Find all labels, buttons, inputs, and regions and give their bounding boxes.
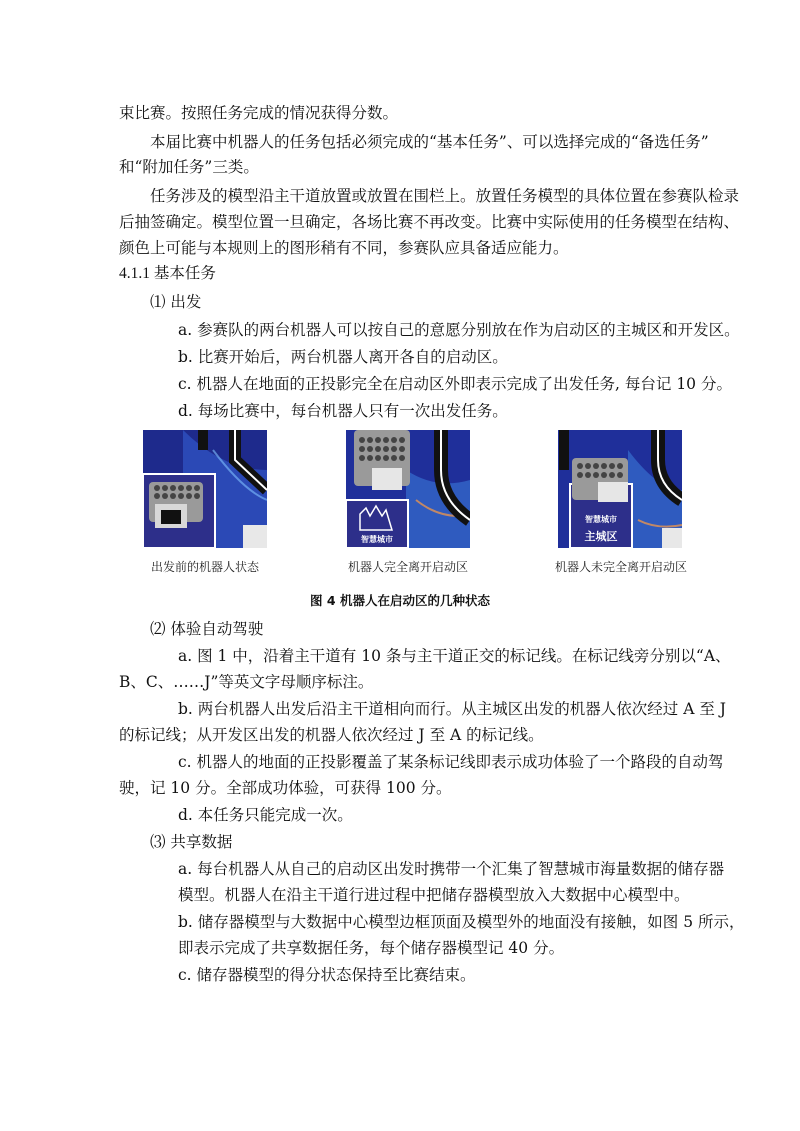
list-item: c. 机器人的地面的正投影覆盖了某条标记线即表示成功体验了一个路段的自动驾 [178,753,724,771]
paragraph-line: 任务涉及的模型沿主干道放置或放置在围栏上。放置任务模型的具体位置在参赛队检录 [150,187,740,205]
figure-caption: 机器人完全离开启动区 [347,560,468,574]
figure-robot-partially-left [558,430,682,548]
list-item: b. 比赛开始后，两台机器人离开各自的启动区。 [178,348,508,366]
svg-text:主城区: 主城区 [584,530,618,543]
list-item: B、C、……J”等英文字母顺序标注。 [119,673,374,691]
paragraph-line: 束比赛。按照任务完成的情况获得分数。 [119,104,399,122]
figure-robot-fully-left [346,430,470,548]
task-heading: ⑵ 体验自动驾驶 [150,620,264,638]
figure-robot-before-start [143,430,267,548]
list-item: b. 两台机器人出发后沿主干道相向而行。从主城区出发的机器人依次经过 A 至 J [178,700,726,718]
smart-city-sign-text: 智慧城市 [361,535,393,544]
list-item: b. 储存器模型与大数据中心模型边框顶面及模型外的地面没有接触，如图 5 所示， [178,913,745,931]
paragraph-line: 本届比赛中机器人的任务包括必须完成的“基本任务”、可以选择完成的“备选任务” [150,133,709,151]
section-heading: 4.1.1 基本任务 [119,265,216,282]
task-heading: ⑴ 出发 [150,293,202,311]
list-item: 模型。机器人在沿主干道行进过程中把储存器模型放入大数据中心模型中。 [178,886,690,904]
list-item: d. 本任务只能完成一次。 [178,806,353,824]
list-item: 的标记线；从开发区出发的机器人依次经过 J 至 A 的标记线。 [119,726,544,744]
svg-text:智慧城市: 智慧城市 [585,515,617,524]
figure-title: 图 4 机器人在启动区的几种状态 [310,593,490,608]
list-item: a. 参赛队的两台机器人可以按自己的意愿分别放在作为启动区的主城区和开发区。 [178,321,740,339]
list-item: a. 图 1 中，沿着主干道有 10 条与主干道正交的标记线。在标记线旁分别以“A、 [178,647,731,665]
list-item: a. 每台机器人从自己的启动区出发时携带一个汇集了智慧城市海量数据的储存器 [178,860,725,878]
list-item: c. 机器人在地面的正投影完全在启动区外即表示完成了出发任务, 每台记 10 分。 [178,375,732,393]
task-heading: ⑶ 共享数据 [150,833,233,851]
figure-caption: 机器人未完全离开启动区 [554,560,687,574]
list-item: 驶，记 10 分。全部成功体验，可获得 100 分。 [119,779,452,797]
list-item: c. 储存器模型的得分状态保持至比赛结束。 [178,966,476,984]
paragraph-line: 颜色上可能与本规则上的图形稍有不同，参赛队应具备适应能力。 [119,239,569,257]
list-item: 即表示完成了共享数据任务，每个储存器模型记 40 分。 [178,939,565,957]
paragraph-line: 和“附加任务”三类。 [119,158,259,176]
paragraph-line: 后抽签确定。模型位置一旦确定，各场比赛不再改变。比赛中实际使用的任务模型在结构、 [119,213,740,231]
list-item: d. 每场比赛中，每台机器人只有一次出发任务。 [178,402,508,420]
figure-caption: 出发前的机器人状态 [150,560,259,574]
